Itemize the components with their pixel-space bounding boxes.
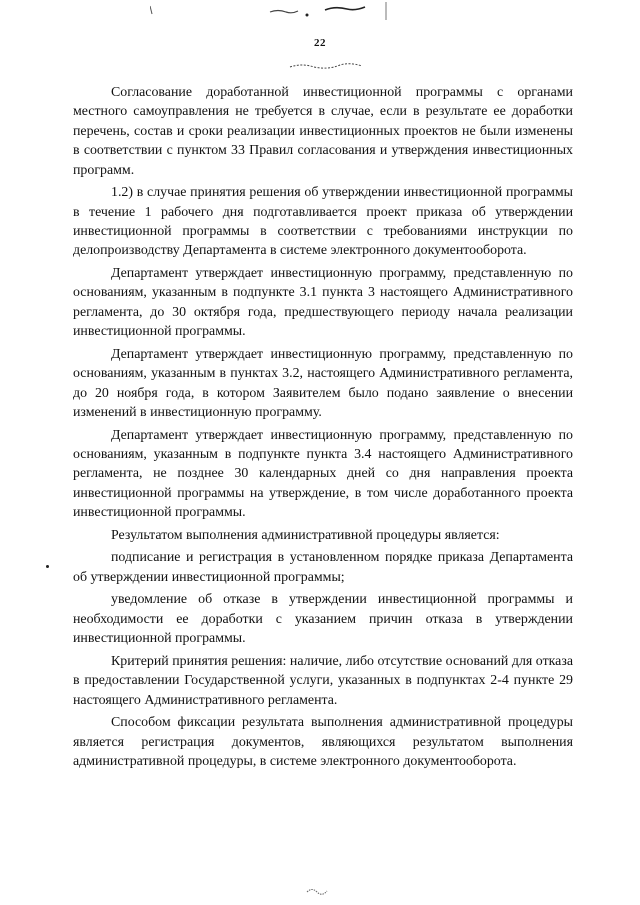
paragraph: уведомление об отказе в утверждении инвестиционной программы и необходимости ее доработки с указанием причин отказа в утверждении инвестиционной программы. [73,592,573,647]
paragraph: 1.2) в случае принятия решения об утверждении инвестиционной программы в течение 1 рабочего дня подготавливается проект приказа об утверждении инвестиционной программы в соответствии с требованиями инструкции по делопроизводству Департамента в системе электронного документооборота. [73,185,573,259]
paragraph: Способом фиксации результата выполнения административной процедуры является регистрация документов, являющихся результатом выполнения административной процедуры, в системе электронного документооборота. [73,715,573,770]
body-text [73,83,573,775]
scan-artifact-under-number [285,58,370,72]
paragraph: подписание и регистрация в установленном порядке приказа Департамента об утверждении инвестиционной программы; [73,550,573,585]
paragraph: Департамент утверждает инвестиционную программу, представленную по основаниям, указанным в подпункте 3.1 пункта 3 настоящего Административного регламента, до 30 октября года, предшествующего периоду начала реализации инвестиционной программы. [73,266,573,340]
paragraph: Критерий принятия решения: наличие, либо отсутствие оснований для отказа в предоставлении Государственной услуги, указанных в подпунктах 2-4 пункте 29 настоящего Административного регламента. [73,653,573,708]
scan-dot [46,565,49,568]
scan-artifact-bottom [305,884,329,898]
paragraph: Департамент утверждает инвестиционную программу, представленную по основаниям, указанным в подпункте пункта 3.4 настоящего Административного регламента, не позднее 30 календарных дней со дня направления проекта инвестиционной программы на утверждение, в том числе доработанного проекта инвестиционной программы. [73,427,573,521]
paragraph: Согласование доработанной инвестиционной программы с органами местного самоуправления не требуется в случае, если в результате ее доработки перечень, состав и сроки реализации инвестиционных проектов не были изменены в соответствии с пунктом 33 Правил согласования и утверждения инвестиционных программ. [73,85,573,178]
page-number: 22 [314,37,326,49]
paragraph: Департамент утверждает инвестиционную программу, представленную по основаниям, указанным в пунктах 3.2, настоящего Административного регламента, до 20 ноября года, в котором Заявителем было подано заявление о внесении изменений в инвестиционную программу. [73,346,573,421]
scan-artifact-top [150,2,390,22]
paragraph: Результатом выполнения административной процедуры является: [111,527,500,543]
